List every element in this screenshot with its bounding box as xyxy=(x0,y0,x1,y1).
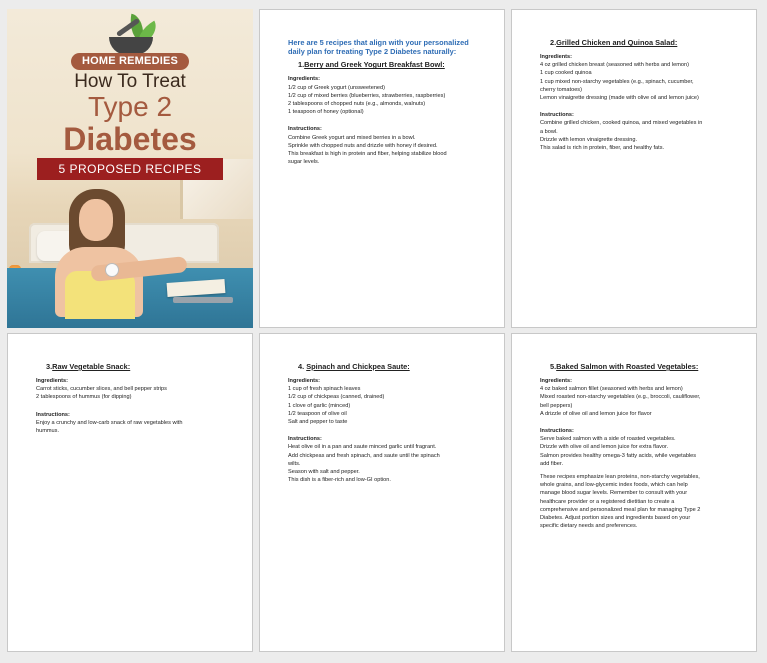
page-recipe-4[interactable] xyxy=(259,333,505,652)
recipe-number: 3. xyxy=(46,362,53,371)
ingredient-line: Salt and pepper to taste xyxy=(288,419,348,426)
instruction-line: Serve baked salmon with a side of roasted vegetables. xyxy=(540,436,676,443)
intro-text: Here are 5 recipes that align with your personalized daily plan for treating Type 2 Diabetes naturally: xyxy=(288,38,469,57)
closing-line: whole grains, and low-glycemic index foods, which can help xyxy=(540,482,688,489)
ingredient-line: 4 oz baked salmon fillet (seasoned with herbs and lemon) xyxy=(540,386,683,393)
instruction-line: Salmon provides healthy omega-3 fatty acids, while vegetables xyxy=(540,452,697,459)
recipe-number: 2. xyxy=(550,38,557,47)
ingredient-line: 1/2 teaspoon of olive oil xyxy=(288,410,347,417)
instructions-heading: Instructions: xyxy=(36,411,70,418)
cover-title-line3: Diabetes xyxy=(63,121,197,157)
ingredient-line: 1 teaspoon of honey (optional) xyxy=(288,109,364,116)
instruction-line: Sprinkle with chopped nuts and drizzle with honey if desired. xyxy=(288,142,438,149)
laptop-image xyxy=(173,297,233,303)
instruction-line: This dish is a fiber-rich and low-GI option. xyxy=(288,477,391,484)
ingredient-line: 2 tablespoons of chopped nuts (e.g., almonds, walnuts) xyxy=(288,101,426,108)
page-recipe-3[interactable] xyxy=(7,333,253,652)
recipe-title xyxy=(298,60,486,70)
instructions-heading: Instructions: xyxy=(540,428,574,435)
page-content xyxy=(36,362,234,435)
ingredient-line: bell peppers) xyxy=(540,402,573,409)
cover-page[interactable] xyxy=(7,9,253,328)
recipe-name: Spinach and Chickpea Saute: xyxy=(306,362,410,371)
instruction-line: Season with salt and pepper. xyxy=(288,469,360,476)
instructions-heading: Instructions: xyxy=(540,112,574,119)
ingredient-line: Carrot sticks, cucumber slices, and bell pepper strips xyxy=(36,386,167,393)
recipe-title xyxy=(46,362,234,372)
ingredient-line: 1 cup mixed non-starchy vegetables (e.g., spinach, cucumber, xyxy=(540,78,694,85)
ingredient-line: Lemon vinaigrette dressing (made with olive oil and lemon juice) xyxy=(540,95,699,102)
ingredients-heading: Ingredients: xyxy=(540,378,573,384)
instruction-line: Heat olive oil in a pan and saute minced garlic until fragrant. xyxy=(288,444,437,451)
ingredient-line: Mixed roasted non-starchy vegetables (e.g., broccoli, cauliflower, xyxy=(540,394,701,401)
recipe-title xyxy=(550,362,738,372)
home-remedies-badge: HOME REMEDIES xyxy=(71,53,189,70)
page-recipe-2[interactable] xyxy=(511,9,757,328)
page-recipe-5[interactable] xyxy=(511,333,757,652)
ingredient-line: 1/2 cup of chickpeas (canned, drained) xyxy=(288,394,385,401)
instruction-line: Add chickpeas and fresh spinach, and saute until the spinach xyxy=(288,452,440,459)
recipe-number: 4. xyxy=(298,362,305,371)
ingredient-line: 2 tablespoons of hummus (for dipping) xyxy=(36,394,132,401)
page-content xyxy=(540,362,738,530)
closing-line: comprehensive and personalized meal plan for managing Type 2 xyxy=(540,506,701,513)
ingredient-line: A drizzle of olive oil and lemon juice for flavor xyxy=(540,410,652,417)
page-recipe-1[interactable] xyxy=(259,9,505,328)
instructions-heading: Instructions: xyxy=(288,436,322,443)
instruction-line: Enjoy a crunchy and low-carb snack of raw vegetables with xyxy=(36,419,183,426)
cover-title-line2: Type 2 xyxy=(87,91,173,122)
closing-line: These recipes emphasize lean proteins, non-starchy vegetables, xyxy=(540,474,700,481)
recipe-name: Grilled Chicken and Quinoa Salad: xyxy=(556,38,678,47)
woman-face-image xyxy=(79,199,113,241)
ingredients-heading: Ingredients: xyxy=(36,378,69,384)
glucose-sensor-image xyxy=(105,263,119,277)
instructions-heading: Instructions: xyxy=(288,126,322,133)
instruction-line: wilts. xyxy=(288,460,301,467)
ingredient-line: cherry tomatoes) xyxy=(540,86,582,93)
instruction-line: Drizzle with olive oil and lemon juice for extra flavor. xyxy=(540,444,669,451)
recipe-title xyxy=(298,362,486,372)
ingredients-heading: Ingredients: xyxy=(540,54,573,60)
recipe-name: Raw Vegetable Snack: xyxy=(52,362,131,371)
ingredient-line: 1 clove of garlic (minced) xyxy=(288,402,351,409)
ingredient-line: 4 oz grilled chicken breast (seasoned with herbs and lemon) xyxy=(540,62,689,69)
recipe-name: Baked Salmon with Roasted Vegetables: xyxy=(556,362,699,371)
closing-line: Diabetes. Adjust portion sizes and ingredients based on your xyxy=(540,515,691,522)
recipe-title xyxy=(550,38,738,48)
cover-title-line1: How To Treat xyxy=(74,71,186,92)
instruction-line: This breakfast is high in protein and fiber, helping stabilize blood xyxy=(288,151,447,158)
ingredient-line: 1 cup cooked quinoa xyxy=(540,70,592,77)
instruction-line: add fiber. xyxy=(540,460,564,467)
page-content xyxy=(288,362,486,484)
page-content xyxy=(540,38,738,152)
recipe-number: 5. xyxy=(550,362,557,371)
instruction-line: a bowl. xyxy=(540,128,558,135)
ingredients-heading: Ingredients: xyxy=(288,378,321,384)
page-content xyxy=(288,38,486,166)
recipe-name: Berry and Greek Yogurt Breakfast Bowl: xyxy=(304,60,445,70)
ingredients-heading: Ingredients: xyxy=(288,76,321,83)
instruction-line: This salad is rich in protein, fiber, and healthy fats. xyxy=(540,145,665,152)
instruction-line: Combine Greek yogurt and mixed berries in a bowl. xyxy=(288,134,416,141)
closing-line: healthcare provider or a registered dietitian to create a xyxy=(540,498,675,505)
instruction-line: hummus. xyxy=(36,428,60,435)
recipes-ribbon: 5 PROPOSED RECIPES xyxy=(37,158,223,180)
recipe-number: 1. xyxy=(298,60,305,70)
instruction-line: Combine grilled chicken, cooked quinoa, and mixed vegetables in xyxy=(540,120,703,127)
ingredient-line: 1/2 cup of mixed berries (blueberries, strawberries, raspberries) xyxy=(288,92,446,99)
closing-line: manage blood sugar levels. Remember to consult with your xyxy=(540,490,688,497)
ingredient-line: 1 cup of fresh spinach leaves xyxy=(288,386,361,393)
instruction-line: sugar levels. xyxy=(288,159,320,166)
closing-line: specific dietary needs and preferences. xyxy=(540,523,638,530)
ingredient-line: 1/2 cup of Greek yogurt (unsweetened) xyxy=(288,84,386,91)
instruction-line: Drizzle with lemon vinaigrette dressing. xyxy=(540,136,637,143)
